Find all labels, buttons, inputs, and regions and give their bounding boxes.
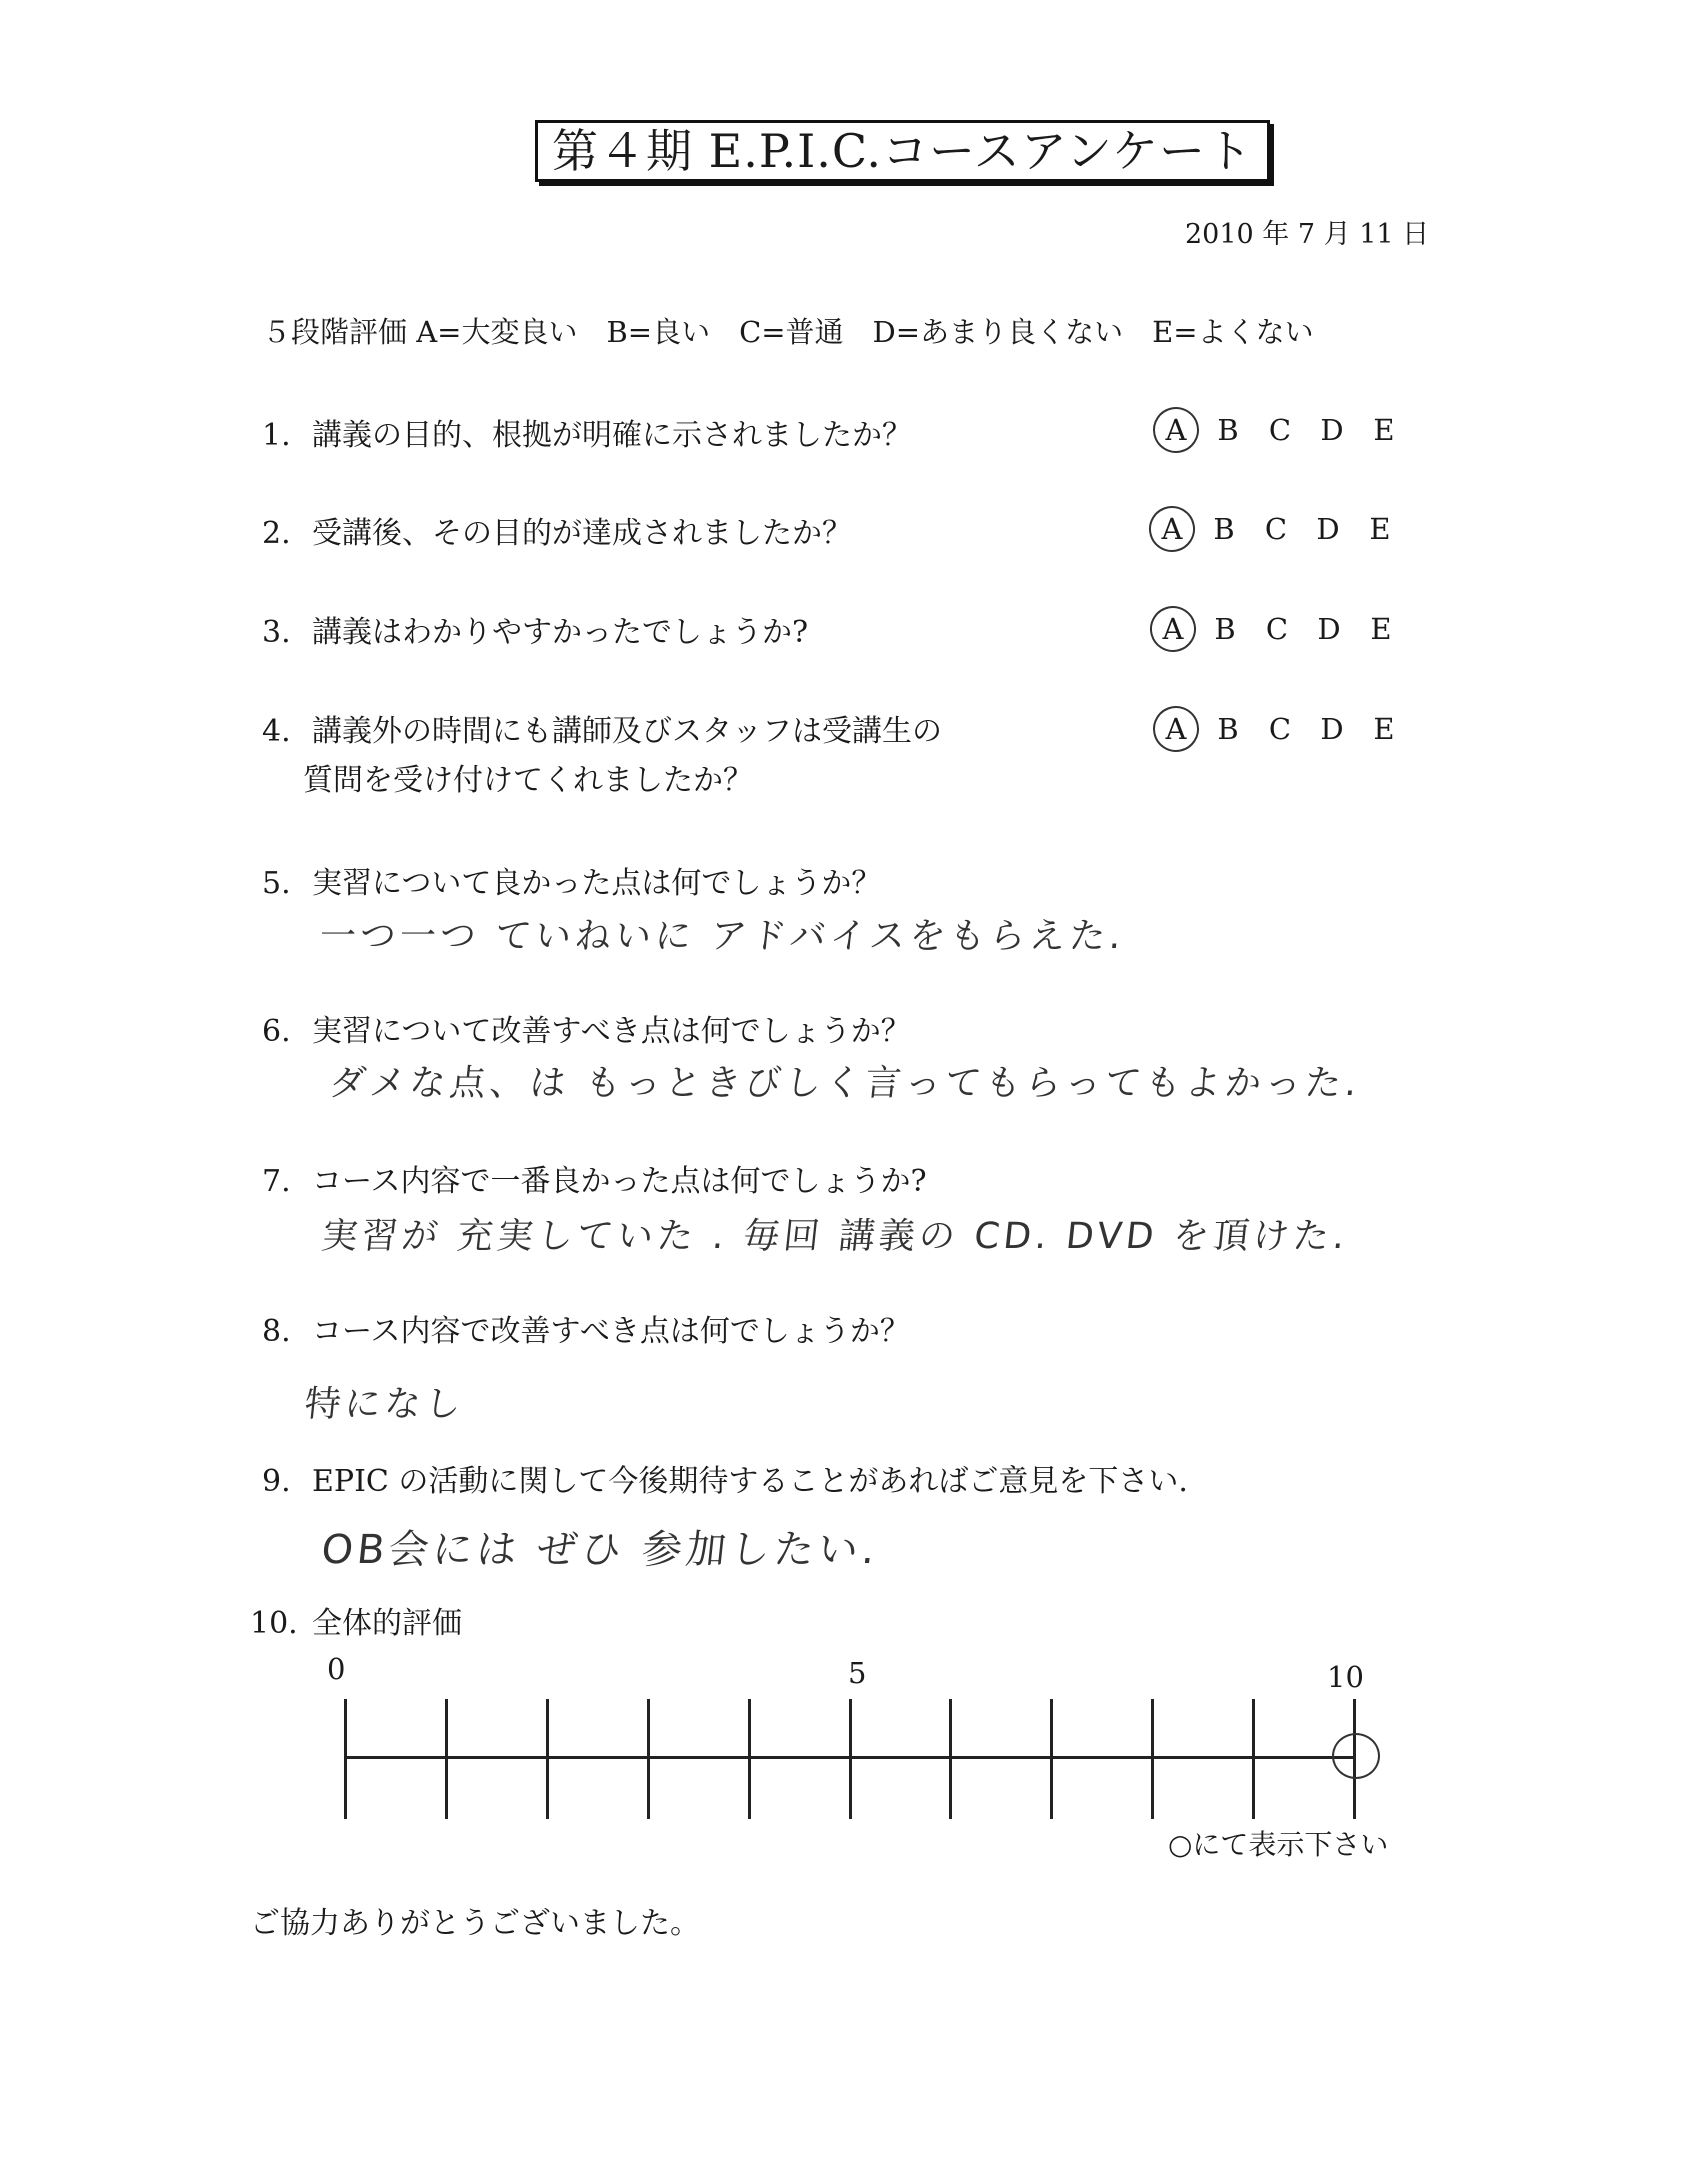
- option-d[interactable]: D: [1316, 512, 1340, 546]
- question-text: 講義の目的、根拠が明確に示されましたか？: [312, 418, 912, 453]
- option-e[interactable]: E: [1370, 612, 1392, 646]
- answer-9-handwritten[interactable]: OB会には ぜひ 参加したい.: [319, 1527, 882, 1573]
- question-number: 10.: [250, 1606, 298, 1641]
- question-10: [250, 1598, 462, 1642]
- scale-tick[interactable]: [849, 1699, 852, 1819]
- question-number: 3.: [262, 615, 291, 650]
- answer-8-handwritten[interactable]: 特になし: [302, 1384, 467, 1425]
- question-number: 6.: [262, 1014, 291, 1049]
- scale-instruction: ○にて表示下さい: [1168, 1828, 1389, 1861]
- option-d[interactable]: D: [1320, 712, 1344, 746]
- question-1: [262, 410, 912, 454]
- survey-date: 2010 年 7 月 11 日: [1185, 219, 1430, 250]
- question-number: 2.: [262, 516, 291, 551]
- question-9: [262, 1456, 1188, 1500]
- question-text: 実習について改善すべき点は何でしょうか？: [312, 1014, 911, 1049]
- question-5: [262, 858, 881, 902]
- option-c[interactable]: C: [1264, 512, 1288, 546]
- question-text: 講義はわかりやすかったでしょうか?: [312, 615, 809, 650]
- scale-label-10: 10: [1327, 1660, 1364, 1694]
- option-b[interactable]: B: [1214, 612, 1236, 646]
- question-3: [262, 607, 808, 651]
- option-a[interactable]: A: [1150, 413, 1202, 447]
- answer-5-handwritten[interactable]: 一つ一つ ていねいに アドバイスをもらえた.: [317, 916, 1128, 957]
- option-c[interactable]: C: [1265, 612, 1289, 646]
- scale-tick[interactable]: [1252, 1699, 1255, 1819]
- scale-tick[interactable]: [748, 1699, 751, 1819]
- question-number: 7.: [262, 1164, 291, 1199]
- option-d[interactable]: D: [1320, 413, 1344, 447]
- question-4: [262, 706, 942, 750]
- scale-tick[interactable]: [1151, 1699, 1154, 1819]
- rating-options-q2[interactable]: [1146, 512, 1406, 546]
- question-number: 5.: [262, 866, 291, 901]
- thank-you-message: ご協力ありがとうございました。: [250, 1906, 700, 1941]
- question-7: [262, 1156, 927, 1200]
- question-number: 9.: [262, 1464, 291, 1499]
- scale-tick[interactable]: [1050, 1699, 1053, 1819]
- question-8: [262, 1306, 910, 1350]
- survey-title: 第４期 E.P.I.C.コースアンケート: [535, 120, 1270, 182]
- question-text: 全体的評価: [312, 1606, 462, 1641]
- selected-rating-circle: [1332, 1733, 1380, 1779]
- answer-6-handwritten[interactable]: ダメな点、は もっときびしく言ってもらってもよかった.: [327, 1063, 1363, 1104]
- option-a[interactable]: A: [1147, 612, 1199, 646]
- option-e[interactable]: E: [1373, 413, 1395, 447]
- question-text: コース内容で改善すべき点は何でしょうか？: [312, 1314, 910, 1349]
- option-b[interactable]: B: [1213, 512, 1235, 546]
- option-a[interactable]: A: [1146, 512, 1198, 546]
- question-number: 4.: [262, 714, 291, 749]
- question-text: コース内容で一番良かった点は何でしょうか?: [312, 1164, 927, 1199]
- question-6: [262, 1006, 911, 1050]
- question-number: 8.: [262, 1314, 291, 1349]
- question-4-line-2: 質問を受け付けてくれましたか？: [303, 763, 753, 798]
- question-text: 講義外の時間にも講師及びスタッフは受講生の: [312, 714, 942, 749]
- answer-7-handwritten[interactable]: 実習が 充実していた . 毎回 講義の CD. DVD を頂けた.: [319, 1216, 1351, 1257]
- scale-tick[interactable]: [647, 1699, 650, 1819]
- scale-label-0: 0: [327, 1652, 346, 1686]
- option-b[interactable]: B: [1217, 712, 1239, 746]
- overall-rating-axis[interactable]: [347, 1756, 1355, 1759]
- question-2: [262, 508, 852, 552]
- rating-options-q3[interactable]: [1147, 612, 1407, 646]
- option-d[interactable]: D: [1317, 612, 1341, 646]
- option-c[interactable]: C: [1268, 413, 1292, 447]
- option-a[interactable]: A: [1150, 712, 1202, 746]
- question-text: 実習について良かった点は何でしょうか？: [312, 866, 882, 901]
- question-text: EPIC の活動に関して今後期待することがあればご意見を下さい.: [312, 1464, 1188, 1499]
- scale-tick[interactable]: [546, 1699, 549, 1819]
- rating-options-q4[interactable]: [1150, 712, 1410, 746]
- question-text: 受講後、その目的が達成されましたか？: [312, 516, 852, 551]
- scale-tick[interactable]: [344, 1699, 347, 1819]
- option-c[interactable]: C: [1268, 712, 1292, 746]
- rating-scale-legend: ５段階評価 A=大変良い B=良い C=普通 D=あまり良くない E=よくない: [262, 315, 1314, 349]
- scale-tick[interactable]: [445, 1699, 448, 1819]
- rating-options-q1[interactable]: [1150, 413, 1410, 447]
- scale-label-5: 5: [848, 1656, 867, 1690]
- option-e[interactable]: E: [1373, 712, 1395, 746]
- scale-tick[interactable]: [949, 1699, 952, 1819]
- question-number: 1.: [262, 418, 291, 453]
- option-e[interactable]: E: [1369, 512, 1391, 546]
- option-b[interactable]: B: [1217, 413, 1239, 447]
